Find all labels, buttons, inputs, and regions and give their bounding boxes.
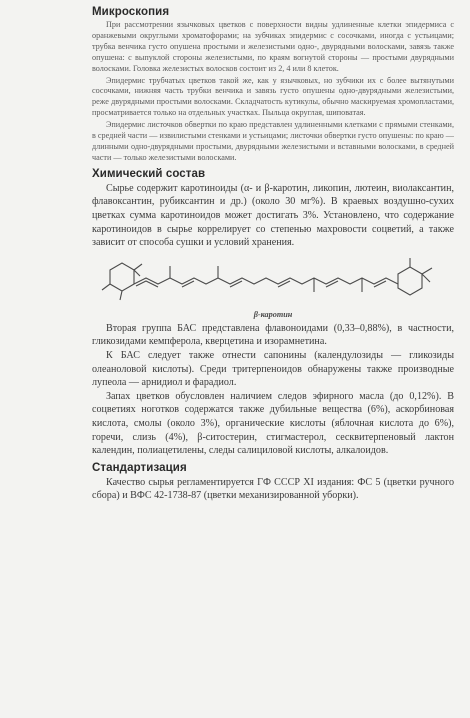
chemistry-paragraph-4: Запах цветков обусловлен наличием следов эфирного масла (до 0,12%). В соцветиях ноготков содержатся также дубильные вещества (6%), аскорбиновая кислота, смолы (около 3%), органические кислоты (яблочная кислота до 6%), горечи, слизь (4%), β-ситостерин, стигмастерол, сесквитерпеновый лактон календин, полиацетилены, следы салициловой кислоты, алкалоидов. [92, 390, 454, 457]
standardization-section [92, 462, 454, 503]
chemistry-heading: Химический состав [92, 167, 206, 180]
microscopy-paragraph-3: Эпидермис листочков обвертки по краю представлен удлиненными клетками с прямыми стенками, в средней части — извилистыми стенками и устьицами; листочки обвертки густо опушены: по краю — длинными одно-двурядными простыми, двурядными железистыми и вставными волосками, в средней части — только железистыми волосками. [92, 120, 454, 162]
chemistry-paragraph-2: Вторая группа БАС представлена флавоноидами (0,33–0,88%), в частности, гликозидами кемпферола, кверцетина и изорамнетина. [92, 322, 454, 348]
chemistry-paragraph-3: К БАС следует также отнести сапонины (календулозиды — гликозиды олеаноловой кислоты). Среди тритерпеноидов обнаружены также производные лупеола — арнидиол и фарадиол. [92, 349, 454, 389]
chemistry-paragraph-1: Сырье содержит каротиноиды (α- и β-каротин, ликопин, лютеин, виолаксантин, флавоксантин, рубиксантин и др.) (около 30 мг%). В краевых воздушно-сухих цветках сумма каротиноидов может достигать 3%. Установлено, что содержание каротиноидов в сырье коррелирует со степенью махровости соцветий, а также зависит от способа сушки и условий хранения. [92, 182, 454, 249]
microscopy-paragraph-2: Эпидермис трубчатых цветков такой же, как у язычковых, но зубчики их с более вытянутыми сосочками, нижняя часть трубки венчика и завязь густо опушены одно-двурядными железистыми, реже двурядными простыми волосками. Складчатость кутикулы, обычно маскируемая хромопластами, просматривается только на отдельных участках. Пыльца округлая, шиповатая. [92, 75, 454, 118]
standardization-heading: Стандартизация [92, 461, 187, 474]
microscopy-paragraph-1: При рассмотрении язычковых цветков с поверхности видны удлиненные клетки эпидермиса с оранжевыми округлыми хроматофорами; на зубчиках эпидермис с сосочками, иногда с устьицами; трубка венчика густо опушена простыми и железистыми одно-, двурядными волосками, завязь также опушена: с выпуклой стороны железистыми, по краям вогнутой стороны — простыми двурядными волосками. Головка железистых волосков состоит из 2, 4 или 8 клеток. [92, 20, 454, 73]
chemistry-section [92, 168, 454, 458]
beta-carotene-structure-icon [92, 252, 454, 308]
microscopy-section [92, 6, 454, 164]
microscopy-heading: Микроскопия [92, 6, 170, 18]
standardization-paragraph-1: Качество сырья регламентируется ГФ СССР XI издания: ФС 5 (цветки ручного сбора) и ВФС 42-1738-87 (цветки механизированной уборки). [92, 476, 454, 502]
formula-caption: β-каротин [253, 309, 293, 319]
